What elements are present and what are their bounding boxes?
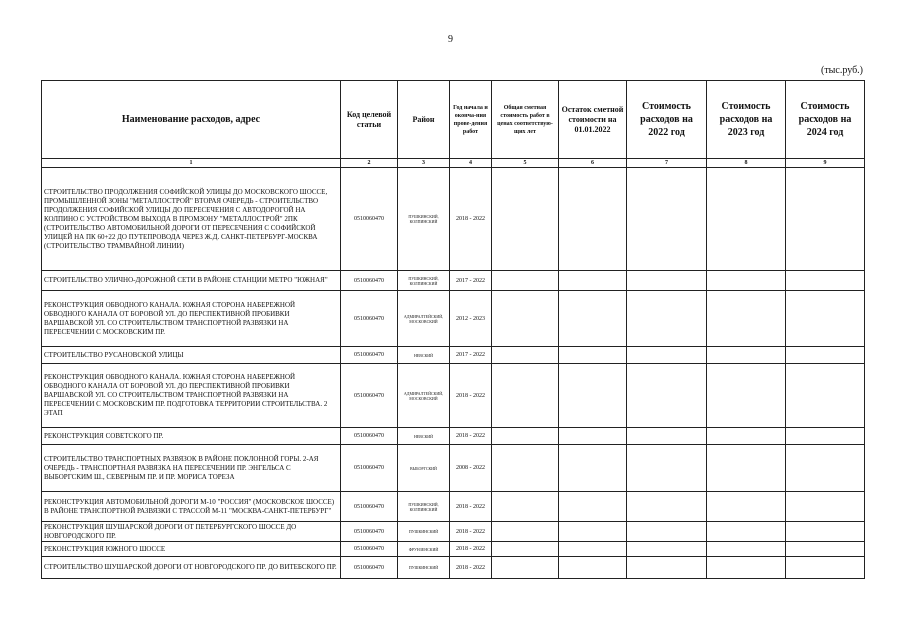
row-amount-cell xyxy=(559,492,627,522)
row-amount-cell xyxy=(627,347,707,364)
column-number: 5 xyxy=(492,159,559,168)
column-number: 7 xyxy=(627,159,707,168)
row-name: СТРОИТЕЛЬСТВО РУСАНОВСКОЙ УЛИЦЫ xyxy=(42,347,341,364)
row-amount-cell xyxy=(786,492,865,522)
row-amount-cell xyxy=(559,542,627,557)
row-amount-cell xyxy=(627,542,707,557)
row-amount-cell xyxy=(707,347,786,364)
row-amount-cell xyxy=(627,492,707,522)
row-amount-cell xyxy=(559,557,627,579)
row-district: НЕВСКИЙ xyxy=(398,347,450,364)
row-amount-cell xyxy=(559,445,627,492)
row-amount-cell xyxy=(707,364,786,428)
table-row xyxy=(42,522,865,542)
row-name: СТРОИТЕЛЬСТВО ТРАНСПОРТНЫХ РАЗВЯЗОК В РАЙОНЕ ПОКЛОННОЙ ГОРЫ. 2-АЯ ОЧЕРЕДЬ - ТРАНСПОРТНАЯ РАЗВЯЗКА НА ПЕРЕСЕЧЕНИИ ПР. ЭНГЕЛЬСА С ВЫБОРГСКИМ Ш., СЕВЕРНЫМ ПР. И ПР. МОРИСА ТОРЕЗА xyxy=(42,445,341,492)
header-code: Код целевой статьи xyxy=(341,81,398,159)
row-code: 0510060470 xyxy=(341,557,398,579)
header-remaining-cost: Остаток сметной стоимости на 01.01.2022 xyxy=(559,81,627,159)
column-number: 4 xyxy=(450,159,492,168)
column-number-row xyxy=(42,159,865,168)
table-row xyxy=(42,364,865,428)
row-amount-cell xyxy=(627,168,707,271)
table-row xyxy=(42,271,865,291)
row-amount-cell xyxy=(492,557,559,579)
row-years: 2018 - 2022 xyxy=(450,168,492,271)
row-district: ВЫБОРГСКИЙ xyxy=(398,445,450,492)
row-amount-cell xyxy=(707,522,786,542)
table-row xyxy=(42,291,865,347)
row-name: РЕКОНСТРУКЦИЯ СОВЕТСКОГО ПР. xyxy=(42,428,341,445)
header-district: Район xyxy=(398,81,450,159)
row-code: 0510060470 xyxy=(341,271,398,291)
row-amount-cell xyxy=(786,291,865,347)
header-total-cost: Общая сметная стоимость работ в ценах соответствую-щих лет xyxy=(492,81,559,159)
row-amount-cell xyxy=(559,347,627,364)
row-years: 2018 - 2022 xyxy=(450,542,492,557)
row-amount-cell xyxy=(786,271,865,291)
column-number: 2 xyxy=(341,159,398,168)
row-amount-cell xyxy=(492,428,559,445)
row-amount-cell xyxy=(559,291,627,347)
row-years: 2017 - 2022 xyxy=(450,271,492,291)
row-years: 2018 - 2022 xyxy=(450,492,492,522)
column-number: 8 xyxy=(707,159,786,168)
row-amount-cell xyxy=(786,364,865,428)
column-number: 1 xyxy=(42,159,341,168)
row-years: 2012 - 2023 xyxy=(450,291,492,347)
row-district: НЕВСКИЙ xyxy=(398,428,450,445)
column-number: 9 xyxy=(786,159,865,168)
table-row xyxy=(42,168,865,271)
row-code: 0510060470 xyxy=(341,347,398,364)
row-amount-cell xyxy=(492,168,559,271)
row-amount-cell xyxy=(707,557,786,579)
column-number: 3 xyxy=(398,159,450,168)
row-amount-cell xyxy=(492,347,559,364)
row-amount-cell xyxy=(627,445,707,492)
row-name: РЕКОНСТРУКЦИЯ ШУШАРСКОЙ ДОРОГИ ОТ ПЕТЕРБУРГСКОГО ШОССЕ ДО НОВГОРОДСКОГО ПР. xyxy=(42,522,341,542)
row-code: 0510060470 xyxy=(341,522,398,542)
row-years: 2018 - 2022 xyxy=(450,557,492,579)
row-amount-cell xyxy=(707,542,786,557)
row-district: АДМИРАЛТЕЙСКИЙ, МОСКОВСКИЙ xyxy=(398,291,450,347)
row-amount-cell xyxy=(559,168,627,271)
row-amount-cell xyxy=(492,522,559,542)
row-amount-cell xyxy=(627,364,707,428)
row-amount-cell xyxy=(492,445,559,492)
header-cost-2023: Стоимость расходов на 2023 год xyxy=(707,81,786,159)
row-name: РЕКОНСТРУКЦИЯ ОБВОДНОГО КАНАЛА. ЮЖНАЯ СТОРОНА НАБЕРЕЖНОЙ ОБВОДНОГО КАНАЛА ОТ БОРОВОЙ УЛ. ДО ПЕРСПЕКТИВНОЙ ПРОБИВКИ ВАРШАВСКОЙ УЛ. СО СТРОИТЕЛЬСТВОМ ТРАНСПОРТНОЙ РАЗВЯЗКИ НА ПЕРЕСЕЧЕНИИ С МОСКОВСКИМ ПР. ПОДГОТОВКА ТЕРРИТОРИИ СТРОИТЕЛЬСТВА. 2 ЭТАП xyxy=(42,364,341,428)
row-amount-cell xyxy=(707,428,786,445)
row-district: ФРУНЗЕНСКИЙ xyxy=(398,542,450,557)
row-code: 0510060470 xyxy=(341,168,398,271)
row-amount-cell xyxy=(627,291,707,347)
row-name: СТРОИТЕЛЬСТВО УЛИЧНО-ДОРОЖНОЙ СЕТИ В РАЙОНЕ СТАНЦИИ МЕТРО "ЮЖНАЯ" xyxy=(42,271,341,291)
header-cost-2024: Стоимость расходов на 2024 год xyxy=(786,81,865,159)
row-amount-cell xyxy=(786,428,865,445)
row-years: 2018 - 2022 xyxy=(450,364,492,428)
row-amount-cell xyxy=(492,364,559,428)
row-amount-cell xyxy=(559,271,627,291)
table-row xyxy=(42,542,865,557)
units-label: (тыс.руб.) xyxy=(820,65,863,76)
row-years: 2018 - 2022 xyxy=(450,522,492,542)
row-code: 0510060470 xyxy=(341,445,398,492)
row-years: 2017 - 2022 xyxy=(450,347,492,364)
row-amount-cell xyxy=(707,291,786,347)
row-amount-cell xyxy=(786,557,865,579)
row-district: ПУШКИНСКИЙ, КОЛПИНСКИЙ xyxy=(398,271,450,291)
row-district: АДМИРАЛТЕЙСКИЙ, МОСКОВСКИЙ xyxy=(398,364,450,428)
row-amount-cell xyxy=(627,522,707,542)
row-amount-cell xyxy=(627,271,707,291)
row-code: 0510060470 xyxy=(341,291,398,347)
table-row xyxy=(42,445,865,492)
header-years: Год начала и оконча-ния прове-дения работ xyxy=(450,81,492,159)
row-code: 0510060470 xyxy=(341,364,398,428)
row-amount-cell xyxy=(492,542,559,557)
row-amount-cell xyxy=(559,522,627,542)
row-amount-cell xyxy=(627,428,707,445)
column-number: 6 xyxy=(559,159,627,168)
header-cost-2022: Стоимость расходов на 2022 год xyxy=(627,81,707,159)
budget-table xyxy=(41,80,865,579)
row-amount-cell xyxy=(707,271,786,291)
row-amount-cell xyxy=(786,522,865,542)
row-name: СТРОИТЕЛЬСТВО ШУШАРСКОЙ ДОРОГИ ОТ НОВГОРОДСКОГО ПР. ДО ВИТЕБСКОГО ПР. xyxy=(42,557,341,579)
row-amount-cell xyxy=(707,445,786,492)
row-name: РЕКОНСТРУКЦИЯ ЮЖНОГО ШОССЕ xyxy=(42,542,341,557)
header-name: Наименование расходов, адрес xyxy=(42,81,341,159)
row-name: СТРОИТЕЛЬСТВО ПРОДОЛЖЕНИЯ СОФИЙСКОЙ УЛИЦЫ ДО МОСКОВСКОГО ШОССЕ, ПРОМЫШЛЕННОЙ ЗОНЫ "МЕТАЛЛОСТРОЙ" ВТОРАЯ ОЧЕРЕДЬ - СТРОИТЕЛЬСТВО ПРОДОЛЖЕНИЯ СОФИЙСКОЙ УЛИЦЫ ДО ПЕРЕСЕЧЕНИЯ С АВТОДОРОГОЙ НА КОЛПИНО С УСТРОЙСТВОМ ВЫХОДА В ПРОМЗОНУ "МЕТАЛЛОСТРОЙ" 2ПК (СТРОИТЕЛЬСТВО АВТОМОБИЛЬНОЙ ДОРОГИ ОТ ПЕРЕСЕЧЕНИЯ С СОФИЙСКОЙ УЛИЦЕЙ НА ПК 60+22 ДО ПУТЕПРОВОДА ЧЕРЕЗ Ж.Д. САНКТ-ПЕТЕРБУРГ-МОСКВА (СТРОИТЕЛЬСТВО ТРАМВАЙНОЙ ЛИНИИ) xyxy=(42,168,341,271)
row-amount-cell xyxy=(707,492,786,522)
row-amount-cell xyxy=(707,168,786,271)
row-years: 2008 - 2022 xyxy=(450,445,492,492)
row-amount-cell xyxy=(559,364,627,428)
row-amount-cell xyxy=(492,271,559,291)
page-number: 9 xyxy=(448,34,453,45)
row-code: 0510060470 xyxy=(341,542,398,557)
row-amount-cell xyxy=(786,542,865,557)
row-code: 0510060470 xyxy=(341,492,398,522)
table-body xyxy=(42,168,865,579)
row-years: 2018 - 2022 xyxy=(450,428,492,445)
table-row xyxy=(42,428,865,445)
header-row xyxy=(42,81,865,159)
row-name: РЕКОНСТРУКЦИЯ АВТОМОБИЛЬНОЙ ДОРОГИ М-10 "РОССИЯ" (МОСКОВСКОЕ ШОССЕ) В РАЙОНЕ ТРАНСПОРТНОЙ РАЗВЯЗКИ С ТРАССОЙ М-11 "МОСКВА-САНКТ-ПЕТЕРБУРГ" xyxy=(42,492,341,522)
row-district: ПУШКИНСКИЙ, КОЛПИНСКИЙ xyxy=(398,492,450,522)
row-name: РЕКОНСТРУКЦИЯ ОБВОДНОГО КАНАЛА. ЮЖНАЯ СТОРОНА НАБЕРЕЖНОЙ ОБВОДНОГО КАНАЛА ОТ БОРОВОЙ УЛ. ДО ПЕРСПЕКТИВНОЙ ПРОБИВКИ ВАРШАВСКОЙ УЛ. СО СТРОИТЕЛЬСТВОМ ТРАНСПОРТНОЙ РАЗВЯЗКИ НА ПЕРЕСЕЧЕНИИ С МОСКОВСКИМ ПР. xyxy=(42,291,341,347)
row-amount-cell xyxy=(627,557,707,579)
table-row xyxy=(42,492,865,522)
row-amount-cell xyxy=(786,347,865,364)
row-district: ПУШКИНСКИЙ, КОЛПИНСКИЙ xyxy=(398,168,450,271)
row-district: ПУШКИНСКИЙ xyxy=(398,522,450,542)
table-row xyxy=(42,557,865,579)
row-code: 0510060470 xyxy=(341,428,398,445)
row-amount-cell xyxy=(492,492,559,522)
table-row xyxy=(42,347,865,364)
row-amount-cell xyxy=(492,291,559,347)
row-amount-cell xyxy=(786,445,865,492)
row-district: ПУШКИНСКИЙ xyxy=(398,557,450,579)
row-amount-cell xyxy=(786,168,865,271)
row-amount-cell xyxy=(559,428,627,445)
